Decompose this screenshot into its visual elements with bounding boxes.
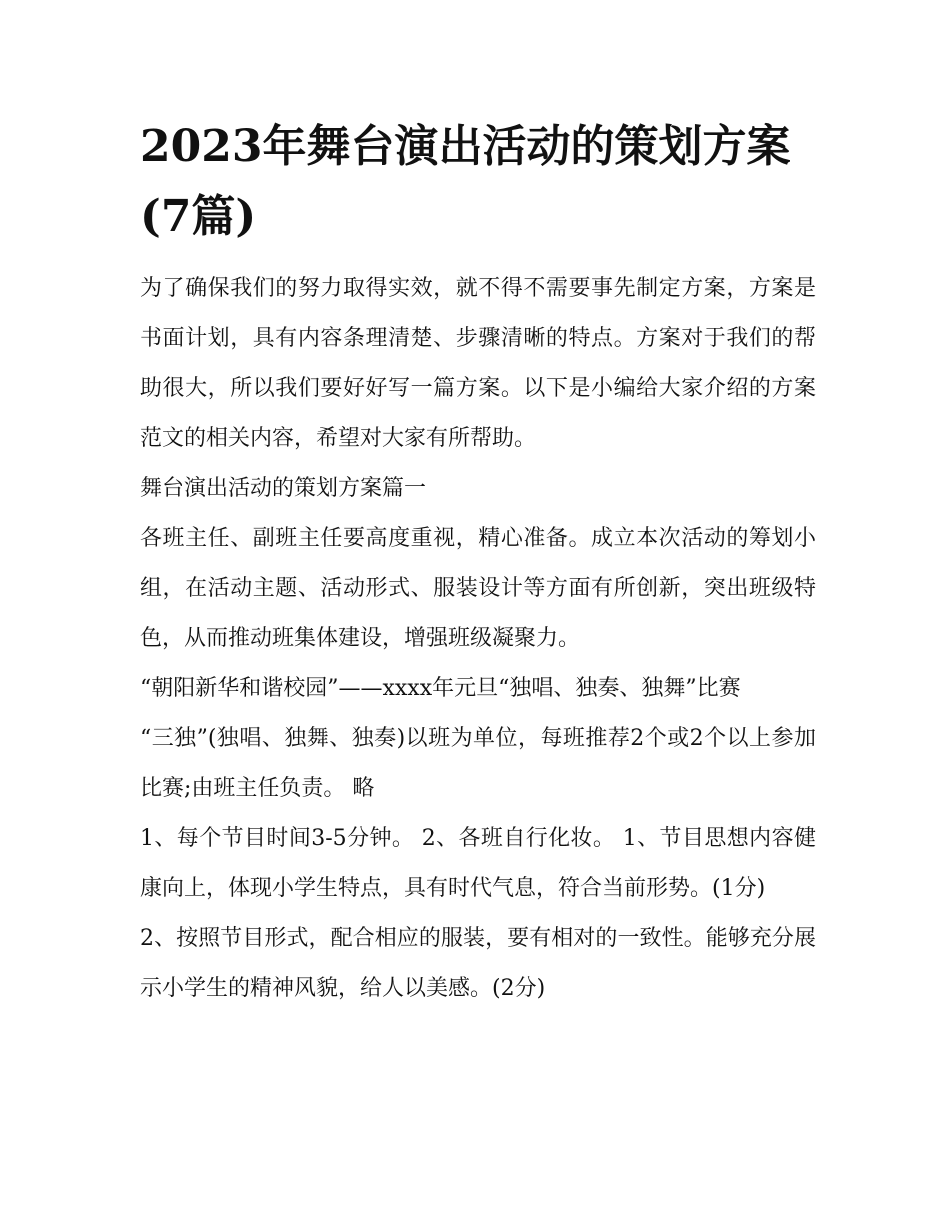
section-heading: 舞台演出活动的策划方案篇一 bbox=[140, 476, 427, 501]
body-paragraph: “三独”(独唱、独舞、独奏)以班为单位，每班推荐2个或2个以上参加比赛;由班主任负责。 略 bbox=[140, 726, 816, 801]
body-paragraph: 各班主任、副班主任要高度重视，精心准备。成立本次活动的筹划小组，在活动主题、活动形式、服装设计等方面有所创新，突出班级特色，从而推动班集体建设，增强班级凝聚力。 bbox=[140, 526, 816, 651]
rules-paragraph: 2、按照节目形式，配合相应的服装，要有相对的一致性。能够充分展示小学生的精神风貌，给人以美感。(2分) bbox=[140, 926, 816, 1001]
rules-paragraph: 1、每个节目时间3-5分钟。 2、各班自行化妆。 1、节目思想内容健康向上，体现小学生特点，具有时代气息，符合当前形势。(1分) bbox=[140, 826, 816, 901]
document-title: 2023年舞台演出活动的策划方案(7篇) bbox=[140, 121, 791, 242]
intro-paragraph: 为了确保我们的努力取得实效，就不得不需要事先制定方案，方案是书面计划，具有内容条理清楚、步骤清晰的特点。方案对于我们的帮助很大，所以我们要好好写一篇方案。以下是小编给大家介绍的方案范文的相关内容，希望对大家有所帮助。 bbox=[140, 276, 816, 451]
document-page bbox=[140, 112, 816, 1014]
event-theme-line: “朝阳新华和谐校园”——xxxx年元旦“独唱、独奏、独舞”比赛 bbox=[140, 676, 741, 701]
